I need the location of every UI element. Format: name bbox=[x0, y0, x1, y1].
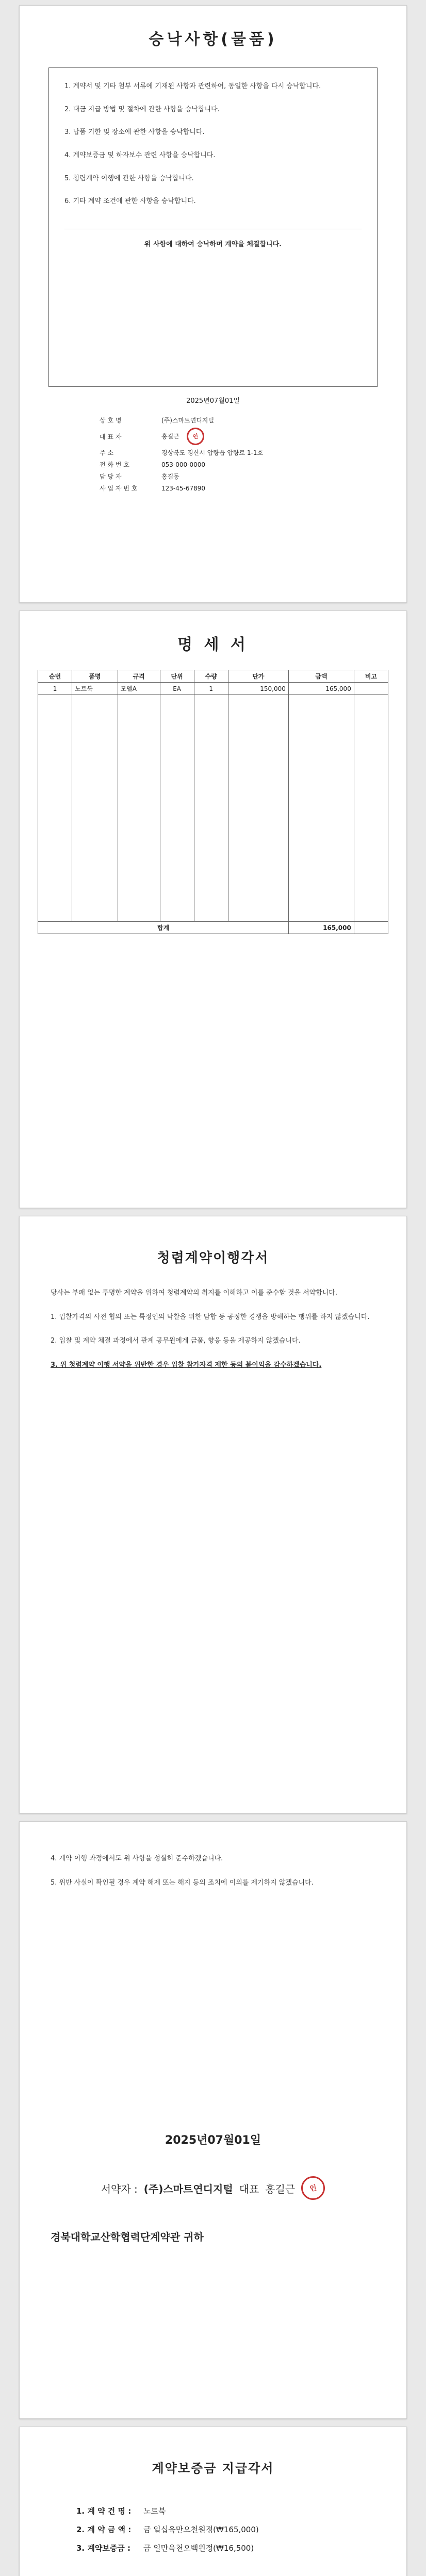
field-value: (주)스마트연디지털 bbox=[161, 417, 215, 424]
column-header: 수량 bbox=[194, 670, 228, 683]
integrity-date: 2025년07월01일 bbox=[165, 2134, 261, 2147]
integrity-signer bbox=[20, 2176, 406, 2200]
table-row bbox=[97, 482, 324, 494]
field-value: 053-000-0000 bbox=[161, 461, 206, 468]
column-header: 단가 bbox=[228, 670, 288, 683]
integrity-sign-page bbox=[19, 1821, 407, 2419]
column-header: 금액 bbox=[288, 670, 354, 683]
consent-clause: 2. 대금 지급 방법 및 절차에 관한 사항을 승낙합니다. bbox=[64, 105, 220, 113]
signer-label: 서약자 : bbox=[101, 2182, 138, 2195]
spec-title: 명 세 서 bbox=[177, 636, 249, 654]
table-row bbox=[38, 683, 388, 695]
deposit-item bbox=[76, 2502, 406, 2520]
integrity-paragraph: 5. 위반 사실이 확인될 경우 계약 해제 또는 해지 등의 조치에 이의를 제기하지 않겠습니다. bbox=[51, 1878, 314, 1887]
integrity-body bbox=[51, 1287, 375, 1372]
integrity-body-continued bbox=[51, 1853, 375, 1889]
consent-clause: 3. 납품 기한 및 장소에 관한 사항을 승낙합니다. bbox=[64, 128, 205, 137]
table-row bbox=[97, 459, 324, 470]
deposit-item-label: 2. 계 약 금 액 : bbox=[76, 2525, 132, 2534]
field-label: 대 표 자 bbox=[100, 433, 122, 440]
deposit-title: 계약보증금 지급각서 bbox=[152, 2461, 274, 2476]
field-value: 경상북도 경산시 압량읍 압량로 1-1호 bbox=[161, 449, 264, 456]
consent-clause: 5. 청렴계약 이행에 관한 사항을 승낙합니다. bbox=[64, 174, 194, 182]
table-row bbox=[97, 470, 324, 482]
field-label: 담 당 자 bbox=[100, 473, 122, 480]
deposit-item-label: 1. 계 약 건 명 : bbox=[76, 2506, 132, 2516]
table-row bbox=[97, 447, 324, 459]
table-cell bbox=[354, 683, 388, 695]
column-header: 비고 bbox=[354, 670, 388, 683]
deposit-item-value: 노트북 bbox=[143, 2506, 166, 2516]
spec-table bbox=[38, 670, 388, 934]
total-value: 165,000 bbox=[288, 922, 354, 934]
integrity-paragraph: 당사는 부패 없는 투명한 계약을 위하여 청렴계약의 취지를 이해하고 이를 준수할 것을 서약합니다. bbox=[51, 1289, 338, 1297]
table-row bbox=[97, 426, 324, 447]
field-value: 123-45-67890 bbox=[161, 484, 206, 492]
signer-name: 홍길근 bbox=[265, 2182, 296, 2195]
integrity-paragraph: 3. 위 청렴계약 이행 서약을 위반한 경우 입찰 참가자격 제한 등의 불이익을 감수하겠습니다. bbox=[51, 1361, 322, 1369]
integrity-title: 청렴계약이행각서 bbox=[157, 1250, 269, 1266]
company-seal: 인 bbox=[300, 2175, 326, 2201]
field-label: 전 화 번 호 bbox=[100, 461, 129, 468]
total-label: 합계 bbox=[38, 922, 289, 934]
integrity-page bbox=[19, 1216, 407, 1814]
table-row bbox=[38, 695, 388, 922]
field-label: 상 호 명 bbox=[100, 417, 122, 424]
field-label: 사 업 자 번 호 bbox=[100, 485, 138, 492]
column-header: 규격 bbox=[118, 670, 160, 683]
deposit-page bbox=[19, 2427, 407, 2576]
integrity-paragraph: 1. 입찰가격의 사전 협의 또는 특정인의 낙찰을 위한 담합 등 공정한 경쟁을 방해하는 행위를 하지 않겠습니다. bbox=[51, 1313, 370, 1321]
table-cell: 1 bbox=[194, 683, 228, 695]
deposit-item-value: 금 일십육만오천원정(₩165,000) bbox=[143, 2525, 259, 2534]
consent-page bbox=[19, 5, 407, 603]
spec-page bbox=[19, 611, 407, 1208]
consent-clause-box bbox=[48, 67, 378, 387]
table-cell: 노트북 bbox=[72, 683, 118, 695]
consent-notice: 위 사항에 대하여 승낙하며 계약을 체결합니다. bbox=[144, 241, 282, 249]
consent-clause: 6. 기타 계약 조건에 관한 사항을 승낙합니다. bbox=[64, 197, 196, 206]
company-seal: 인 bbox=[185, 427, 205, 446]
deposit-item-label: 3. 계약보증금 : bbox=[76, 2544, 131, 2553]
table-cell: 1 bbox=[38, 683, 72, 695]
table-header-row bbox=[38, 670, 388, 683]
integrity-paragraph: 2. 입찰 및 계약 체결 과정에서 관계 공무원에게 금품, 향응 등을 제공하지 않겠습니다. bbox=[51, 1337, 301, 1345]
integrity-paragraph: 4. 계약 이행 과정에서도 위 사항을 성실히 준수하겠습니다. bbox=[51, 1855, 223, 1862]
table-total-row bbox=[38, 922, 388, 934]
table-cell: 165,000 bbox=[288, 683, 354, 695]
column-header: 단위 bbox=[160, 670, 194, 683]
signer-company: (주)스마트연디지털 bbox=[143, 2182, 233, 2195]
deposit-item bbox=[76, 2520, 406, 2539]
table-cell: 모델A bbox=[118, 683, 160, 695]
field-value: 홍길근 bbox=[161, 433, 179, 440]
table-cell: EA bbox=[160, 683, 194, 695]
table-cell: 150,000 bbox=[228, 683, 288, 695]
integrity-recipient: 경북대학교산학협력단계약관 귀하 bbox=[51, 2231, 204, 2244]
consent-date: 2025년07월01일 bbox=[186, 397, 240, 405]
column-header: 품명 bbox=[72, 670, 118, 683]
consent-clause: 1. 계약서 및 기타 첨부 서류에 기재된 사항과 관련하여, 동일한 사항을 다시 승낙합니다. bbox=[64, 82, 321, 90]
consent-clause: 4. 계약보증금 및 하자보수 관련 사항을 승낙합니다. bbox=[64, 151, 216, 160]
signer-title: 대표 bbox=[239, 2182, 259, 2195]
field-value: 홍길동 bbox=[161, 473, 179, 480]
deposit-items bbox=[76, 2502, 406, 2557]
column-header: 순번 bbox=[38, 670, 72, 683]
deposit-item bbox=[76, 2539, 406, 2557]
table-row bbox=[97, 414, 324, 426]
consent-info-table bbox=[97, 414, 324, 494]
deposit-item-value: 금 일만육천오백원정(₩16,500) bbox=[143, 2544, 254, 2553]
field-label: 주 소 bbox=[100, 449, 113, 456]
consent-title: 승낙사항(물품) bbox=[149, 30, 277, 48]
